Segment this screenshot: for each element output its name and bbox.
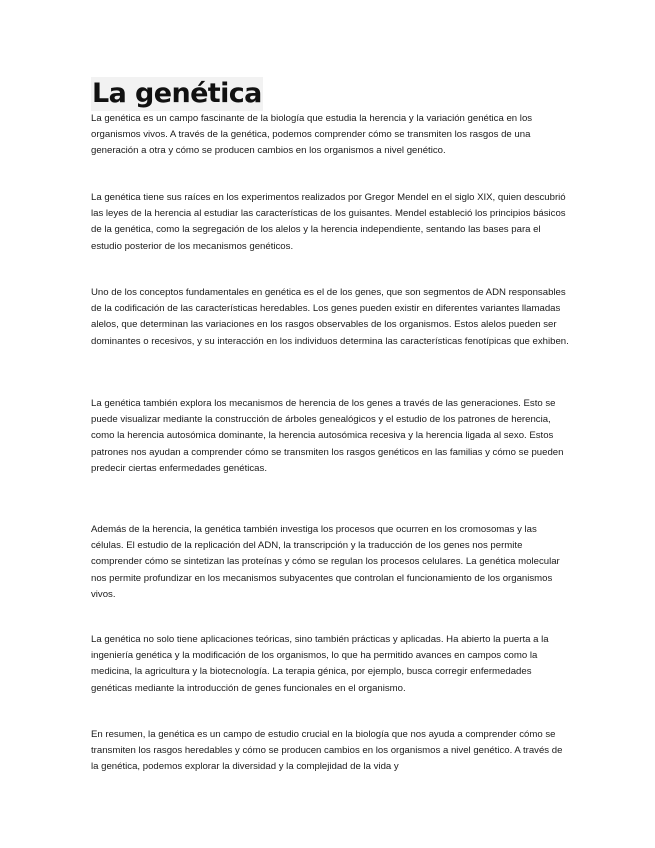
paragraph: Además de la herencia, la genética también investiga los procesos que ocurren en los cromosomas y las células. El estudio de la replicación del ADN, la transcripción y la traducción de los genes nos permite comprender cómo se sintetizan las proteínas y cómo se regulan los procesos celulares. La genética molecular nos permite profundizar en los mecanismos subyacentes que controlan el funcionamiento de los organismos vivos. bbox=[91, 524, 560, 600]
paragraph: La genética es un campo fascinante de la biología que estudia la herencia y la variación genética en los organismos vivos. A través de la genética, podemos comprender cómo se transmiten los rasgos de una generación a otra y cómo se producen cambios en los organismos a nivel genético. bbox=[91, 113, 533, 157]
paragraph: Uno de los conceptos fundamentales en genética es el de los genes, que son segmentos de ADN responsables de la codificación de las características heredables. Los genes pueden existir en diferentes variantes llamadas alelos, que determinan las variaciones en los rasgos observables de los organismos. Estos alelos pueden ser dominantes o recesivos, y su interacción en los individuos determina las características fenotípicas que exhiben. bbox=[91, 287, 569, 347]
document-title: La genética bbox=[92, 78, 262, 109]
paragraph: La genética no solo tiene aplicaciones teóricas, sino también prácticas y aplicadas. Ha abierto la puerta a la ingeniería genética y la modificación de los organismos, lo que ha permitido avances en campos como la medicina, la agricultura y la biotecnología. La terapia génica, por ejemplo, busca corregir enfermedades genéticas mediante la introducción de genes funcionales en el organismo. bbox=[91, 634, 549, 694]
paragraph: En resumen, la genética es un campo de estudio crucial en la biología que nos ayuda a comprender cómo se transmiten los rasgos heredables y cómo se producen cambios en los organismos a nivel genético. A través de la genética, podemos explorar la diversidad y la complejidad de la vida y bbox=[91, 729, 563, 773]
paragraph: La genética tiene sus raíces en los experimentos realizados por Gregor Mendel en el siglo XIX, quien descubrió las leyes de la herencia al estudiar las características de los guisantes. Mendel estableció los principios básicos de la genética, como la segregación de los alelos y la herencia independiente, sentando las bases para el estudio posterior de los mecanismos genéticos. bbox=[91, 192, 566, 252]
paragraph: La genética también explora los mecanismos de herencia de los genes a través de las generaciones. Esto se puede visualizar mediante la construcción de árboles genealógicos y el estudio de los patrones de herencia, como la herencia autosómica dominante, la herencia autosómica recesiva y la herencia ligada al sexo. Estos patrones nos ayudan a comprender cómo se transmiten los rasgos genéticos en las familias y cómo se pueden predecir ciertas enfermedades genéticas. bbox=[91, 398, 564, 474]
